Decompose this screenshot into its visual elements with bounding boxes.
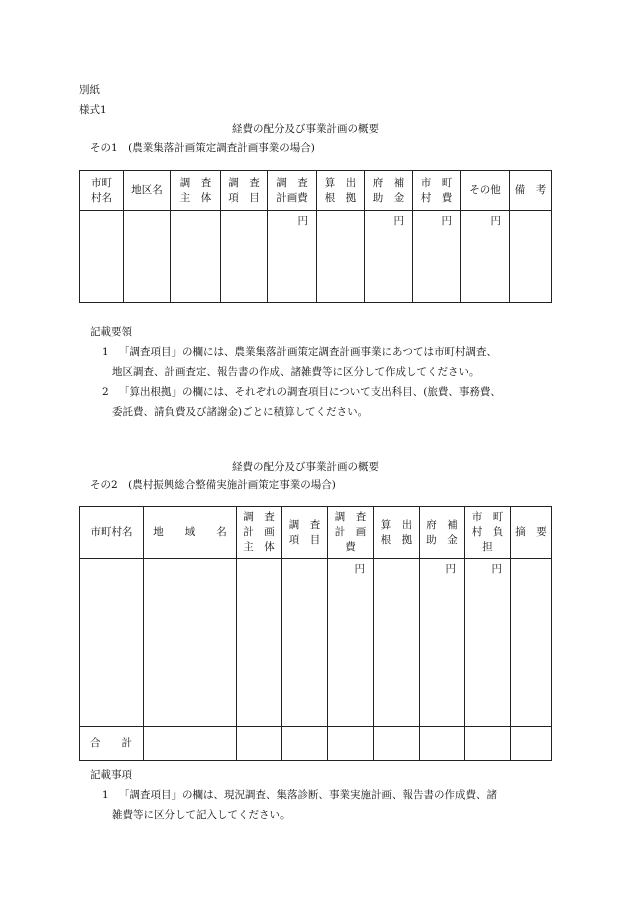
header-cell-line: 担 xyxy=(482,541,493,553)
total-cell[interactable] xyxy=(144,727,237,761)
header-cell xyxy=(420,507,465,559)
data-cell[interactable] xyxy=(511,559,552,727)
header-cell-line: 調 査 xyxy=(179,176,212,189)
header-cell-line: 調 査 xyxy=(334,511,367,523)
data-cell[interactable] xyxy=(237,559,282,727)
total-cell[interactable] xyxy=(420,727,465,761)
note-number: 1 xyxy=(102,789,109,801)
header-cell xyxy=(511,507,552,559)
header-cell xyxy=(317,171,365,211)
attachment-label: 別紙 xyxy=(79,84,100,96)
section1-header-row xyxy=(80,171,552,211)
data-cell[interactable]: 円 xyxy=(465,559,511,727)
total-cell[interactable] xyxy=(282,727,328,761)
header-cell xyxy=(221,171,268,211)
header-cell-line: 市 町 xyxy=(420,176,453,189)
header-cell-line: 算 出 xyxy=(380,518,413,531)
header-cell xyxy=(237,507,282,559)
header-cell-line: 算 出 xyxy=(324,176,357,189)
header-cell xyxy=(282,507,328,559)
header-cell xyxy=(124,171,171,211)
data-cell[interactable]: 円 xyxy=(461,211,510,303)
note-number: 2 xyxy=(102,386,109,398)
header-cell xyxy=(374,507,420,559)
header-cell-line: 助 金 xyxy=(426,533,458,546)
data-cell[interactable] xyxy=(144,559,237,727)
header-cell-line: 費 xyxy=(345,541,356,553)
data-cell[interactable] xyxy=(124,211,171,303)
header-cell xyxy=(268,171,317,211)
section1-subtitle: その1 (農業集落計画策定調査計画事業の場合) xyxy=(90,142,315,154)
section1-notes-title: 記載要領 xyxy=(90,326,132,338)
data-cell[interactable] xyxy=(374,559,420,727)
data-cell[interactable] xyxy=(317,211,365,303)
header-cell-line: 村 費 xyxy=(420,191,453,204)
form-number-label: 様式1 xyxy=(79,104,107,116)
header-cell-line: 根 拠 xyxy=(380,533,413,546)
note-line: 「調査項目」の欄は、現況調査、集落診断、事業実施計画、報告書の作成費、諸 xyxy=(119,789,497,801)
header-cell-line: 地区名 xyxy=(131,184,163,196)
data-cell[interactable] xyxy=(80,211,124,303)
total-cell[interactable] xyxy=(374,727,420,761)
total-cell[interactable] xyxy=(465,727,511,761)
section1-title: 経費の配分及び事業計画の概要 xyxy=(232,123,379,135)
header-cell-line: 主 体 xyxy=(179,191,212,204)
note-line: 「調査項目」の欄には、農業集落計画策定調査計画事業にあつては市町村調査、 xyxy=(119,346,497,358)
header-cell xyxy=(144,507,237,559)
note-line: 「算出根拠」の欄には、それぞれの調査項目について支出科目、(旅費、事務費、 xyxy=(119,386,501,398)
data-cell[interactable]: 円 xyxy=(413,211,461,303)
header-cell xyxy=(80,507,144,559)
data-cell[interactable] xyxy=(221,211,268,303)
header-cell xyxy=(465,507,511,559)
header-cell-line: 市町 xyxy=(91,176,112,189)
total-cell[interactable] xyxy=(511,727,552,761)
header-cell xyxy=(171,171,221,211)
section1-table xyxy=(79,170,552,303)
header-cell-line: 主 体 xyxy=(243,541,275,553)
note-line: 地区調査、計画査定、報告書の作成、諸雑費等に区分して作成してください。 xyxy=(112,366,480,378)
data-cell[interactable]: 円 xyxy=(365,211,413,303)
header-cell-line: 府 補 xyxy=(426,518,458,531)
data-cell[interactable]: 円 xyxy=(420,559,465,727)
header-cell-line: 摘 要 xyxy=(515,526,547,538)
section2-header-row xyxy=(80,507,552,559)
data-cell[interactable]: 円 xyxy=(268,211,317,303)
note-line: 雑費等に区分して記入してください。 xyxy=(112,809,291,821)
header-cell-line: 計 画 xyxy=(334,526,367,538)
header-cell xyxy=(80,171,124,211)
header-cell-line: 地 域 名 xyxy=(153,526,227,538)
header-cell-line: 計画費 xyxy=(276,191,308,204)
header-cell-line: その他 xyxy=(469,184,501,196)
header-cell xyxy=(510,171,552,211)
section2-title: 経費の配分及び事業計画の概要 xyxy=(232,461,379,473)
section1-data-row xyxy=(80,211,552,303)
header-cell-line: 調 査 xyxy=(288,518,321,531)
header-cell-line: 項 目 xyxy=(288,533,321,546)
header-cell-line: 項 目 xyxy=(228,191,260,204)
header-cell xyxy=(365,171,413,211)
section2-table xyxy=(79,506,552,761)
header-cell-line: 村名 xyxy=(91,191,112,204)
note-line: 委託費、請負費及び諸謝金)ごとに積算してください。 xyxy=(112,406,369,418)
total-cell[interactable] xyxy=(237,727,282,761)
data-cell[interactable]: 円 xyxy=(328,559,374,727)
header-cell-line: 調 査 xyxy=(276,176,308,189)
header-cell-line: 計 画 xyxy=(243,526,275,538)
header-cell-line: 調 査 xyxy=(228,176,260,189)
note-number: 1 xyxy=(102,346,109,358)
data-cell[interactable] xyxy=(80,559,144,727)
section2-total-row xyxy=(80,727,552,761)
header-cell xyxy=(328,507,374,559)
data-cell[interactable] xyxy=(510,211,552,303)
data-cell[interactable] xyxy=(171,211,221,303)
header-cell xyxy=(461,171,510,211)
header-cell-line: 市町村名 xyxy=(90,526,133,538)
section2-notes-title: 記載事項 xyxy=(90,769,132,781)
header-cell-line: 助 金 xyxy=(372,191,405,204)
total-label: 合 計 xyxy=(80,727,144,761)
header-cell-line: 備 考 xyxy=(514,184,547,196)
header-cell-line: 市 町 xyxy=(471,511,504,523)
header-cell-line: 根 拠 xyxy=(324,191,357,204)
header-cell xyxy=(413,171,461,211)
header-cell-line: 調 査 xyxy=(243,511,275,523)
header-cell-line: 村 負 xyxy=(471,526,504,538)
section2-data-row xyxy=(80,559,552,727)
section2-subtitle: その2 (農村振興総合整備実施計画策定事業の場合) xyxy=(90,479,336,491)
header-cell-line: 府 補 xyxy=(372,176,405,189)
data-cell[interactable] xyxy=(282,559,328,727)
total-cell[interactable] xyxy=(328,727,374,761)
